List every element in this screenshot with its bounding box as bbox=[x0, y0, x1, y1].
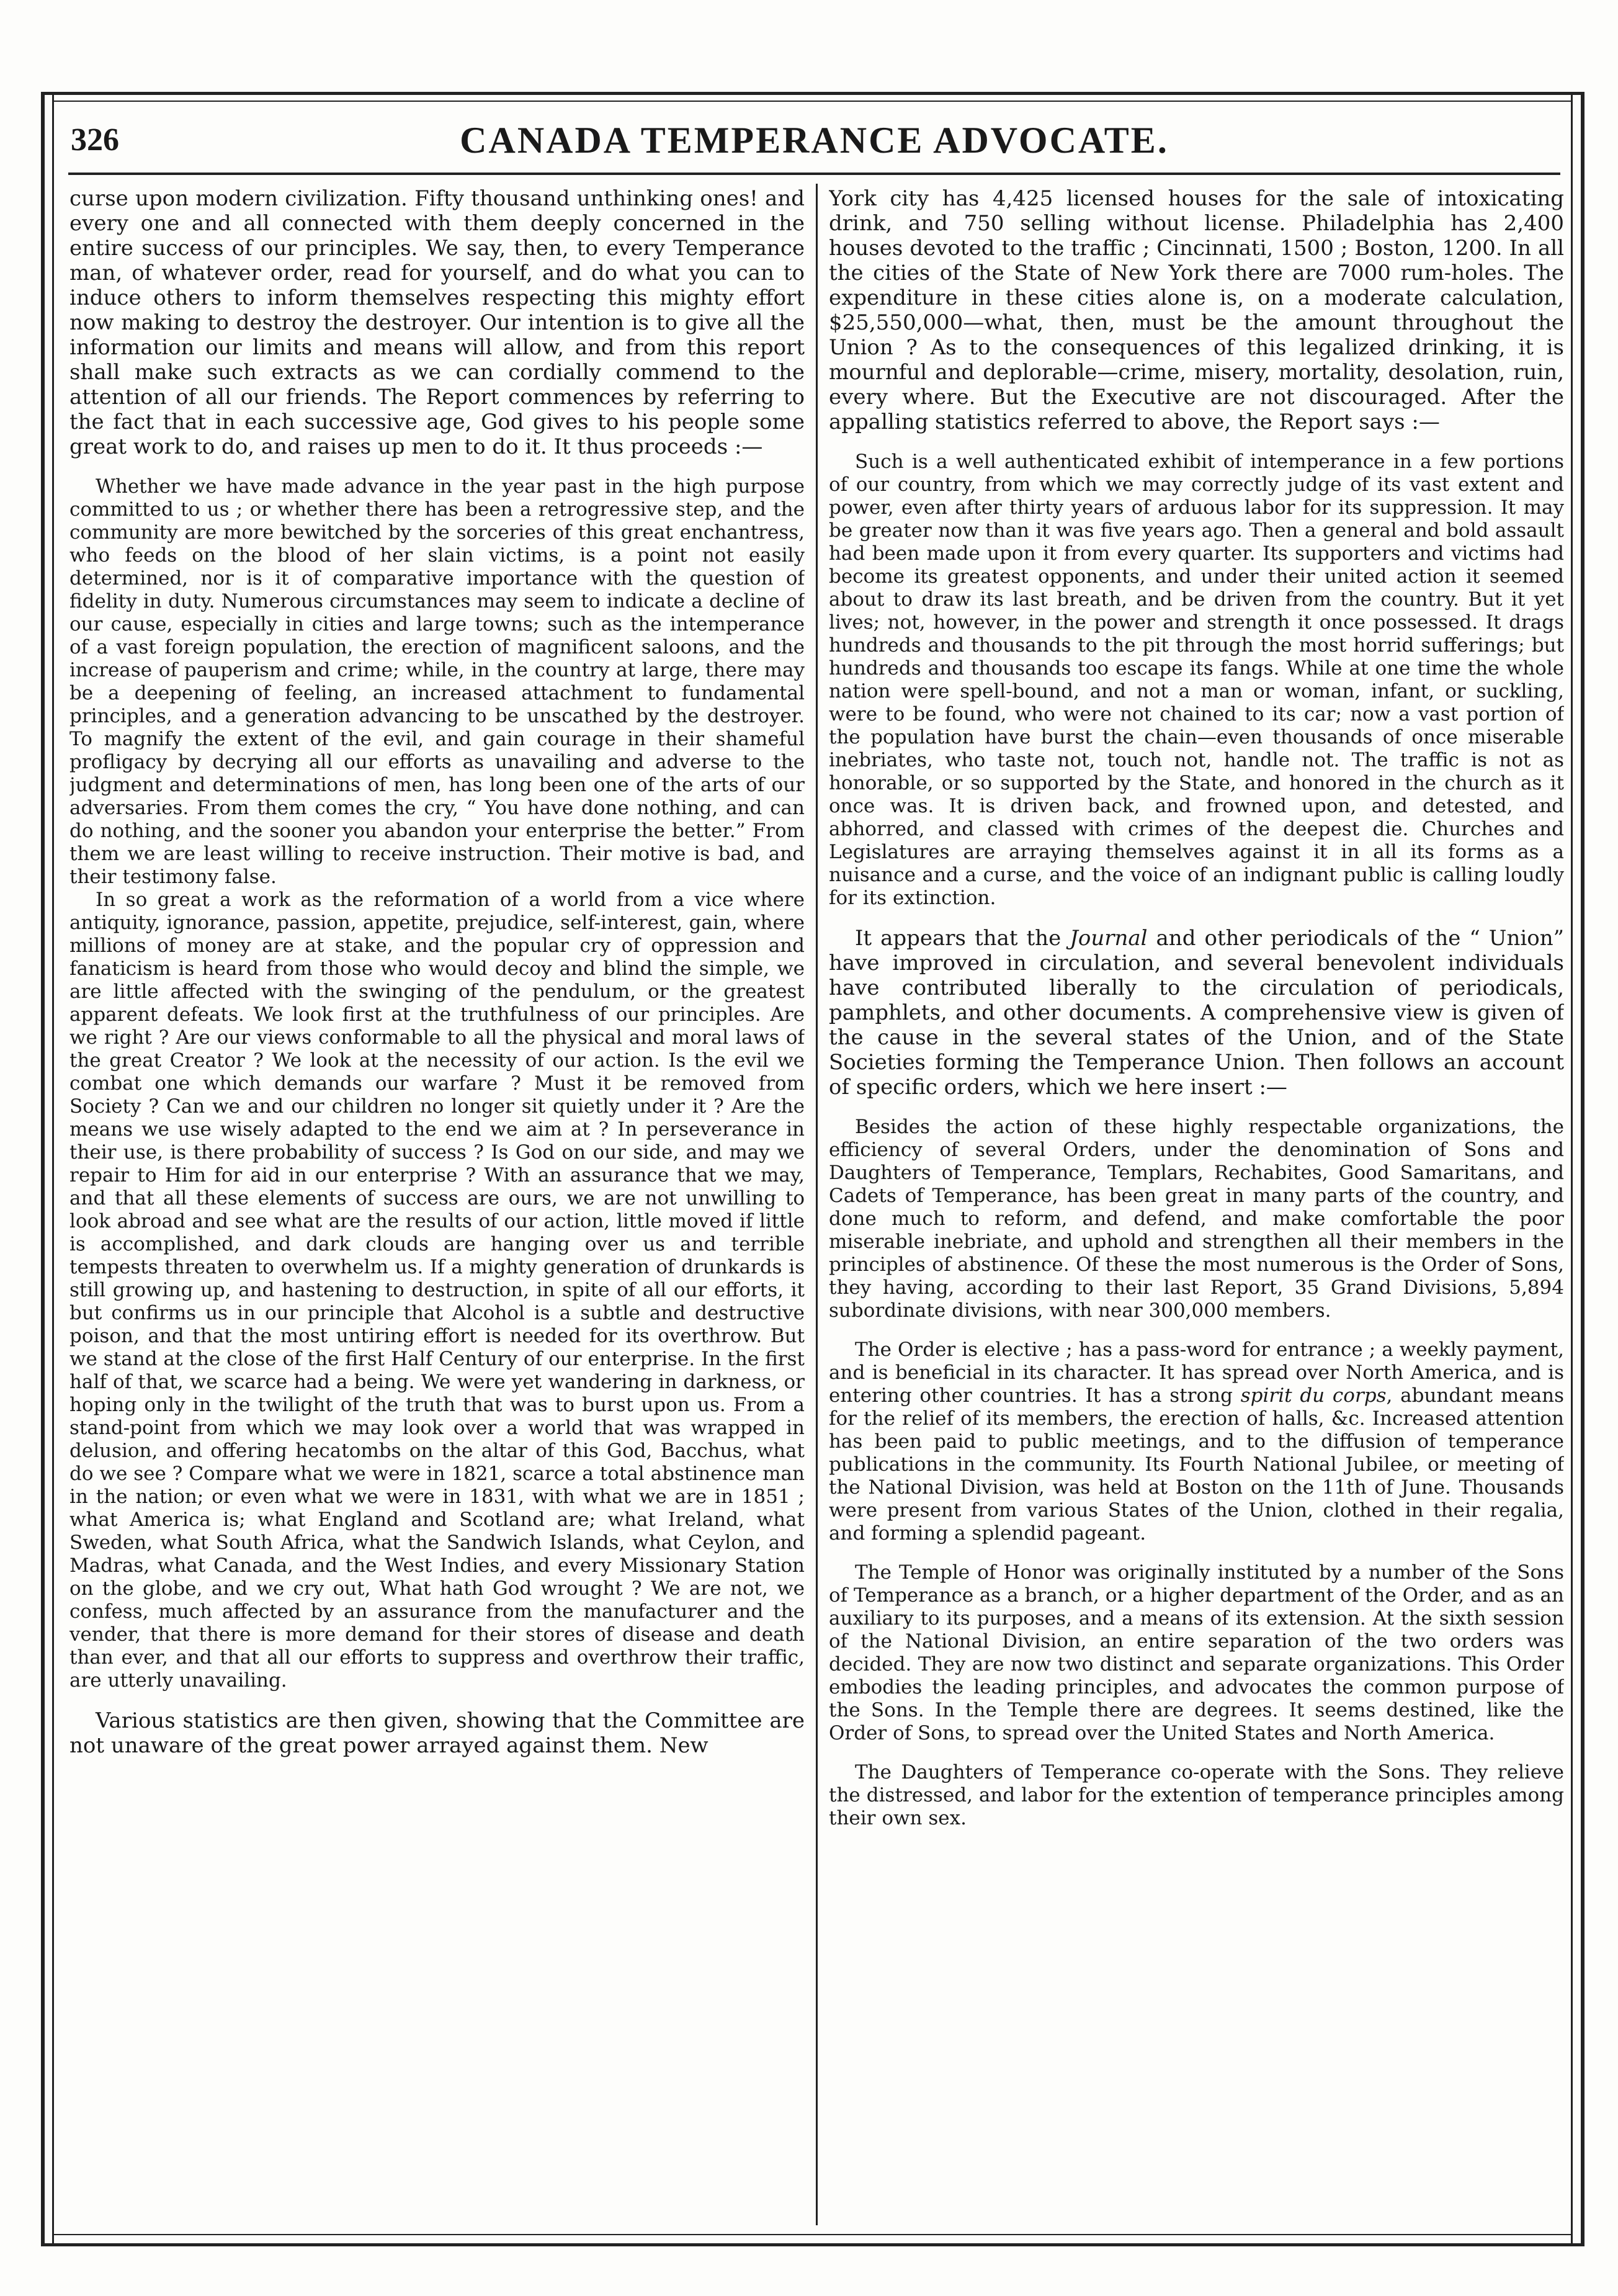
page-border-bottom bbox=[41, 2243, 1584, 2246]
page-border-top bbox=[41, 92, 1584, 95]
elective-text-after: , abundant means for the relief of its members, the erection of halls, &c. Increased attention has been paid to public meetings, and to the diffusion of temperance publications in the community. Its Fourth National Jubilee, or meeting of the National Division, was held at Boston on the 11th of June. Thousands were present from various States of the Union, clothed in their regalia, and forming a splendid pageant. bbox=[829, 1384, 1564, 1545]
page-border-top-inner bbox=[52, 101, 1573, 102]
right-extract-order-elective bbox=[829, 1339, 1564, 1545]
left-closing-paragraph: Various statistics are then given, showing that the Committee are not unaware of the great power arrayed against them. New bbox=[69, 1708, 805, 1758]
elective-text-before: The Order is elective ; has a pass-word for entrance ; a weekly payment, and is beneficial in its character. It has spread over North America, and is entering other countries. It has a strong bbox=[829, 1339, 1564, 1407]
page-border-bottom-inner bbox=[52, 2234, 1573, 2235]
page-border-right-inner bbox=[1571, 92, 1573, 2246]
header-rule bbox=[68, 173, 1560, 175]
right-body-paragraph-journal bbox=[829, 926, 1564, 1100]
journal-text-after: and other periodicals of the “ Union” have improved in circulation, and several benevolent individuals have contributed liberally to the circulation of periodicals, pamphlets, and other documents. A comprehensive view is given of the cause in the several states of the Union, and of the State Societies forming the Temperance Union. Then follows an account of specific orders, which we here insert :— bbox=[829, 926, 1564, 1100]
left-extract-paragraph-1: Whether we have made advance in the year past in the high purpose committed to us ; or whether there has been a retrogressive step, and the community are more bewitched by the sorceries of this great enchantress, who feeds on the blood of her slain victims, is a point not easily determined, nor is it of comparative importance with the question of fidelity in duty. Numerous circumstances may seem to indicate a decline of our cause, especially in cities and large towns; such as the intemperance of a vast foreign population, the erection of magnificent saloons, and the increase of pauperism and crime; while, in the country at large, there may be a deepening of feeling, an increased attachment to fundamental principles, and a generation advancing to be unscathed by the destroyer. To magnify the extent of the evil, and gain courage in their shameful profligacy by decrying all our efforts as unavailing and adverse to the judgment and determinations of men, has long been one of the arts of our adversaries. From them comes the cry, “ You have done nothing, and can do nothing, and the sooner you abandon your enterprise the better.” From them we are least willing to receive instruction. Their motive is bad, and their testimony false. bbox=[69, 475, 805, 888]
elective-italic: spirit du corps bbox=[1240, 1384, 1387, 1407]
journal-italic: Journal bbox=[1070, 926, 1148, 951]
journal-text-before: It appears that the bbox=[855, 926, 1070, 951]
page-header bbox=[68, 107, 1560, 169]
page-border-right bbox=[1581, 92, 1584, 2246]
right-extract-paragraph-1: Such is a well authenticated exhibit of intemperance in a few portions of our country, from which we may correctly judge of its vast extent and power, even after thirty years of arduous labor for its suppression. It may be greater now than it was five years ago. Then a general and bold assault had been made upon it from every quarter. Its supporters and victims had become its greatest opponents, and under their united action it seemed about to draw its last breath, and be driven from the country. But it yet lives; not, however, in the power and strength it once possessed. It drags hundreds and thousands to the pit through the most horrid sufferings; but hundreds and thousands too escape its fangs. While at one time the whole nation were spell-bound, and not a man or woman, infant, or suckling, were to be found, who were not chained to its car; now a vast portion of the population have burst the chain—even thousands of once miserable inebriates, who taste not, touch not, handle not. The traffic is not as honorable, or so supported by the State, and honored in the church as it once was. It is driven back, and frowned upon, and detested, and abhorred, and classed with crimes of the deepest die. Churches and Legislatures are arraying themselves against it in all its forms as a nuisance and a curse, and the voice of an indignant public is calling loudly for its extinction. bbox=[829, 451, 1564, 909]
left-column bbox=[69, 186, 805, 2228]
page-border-left-inner bbox=[52, 92, 54, 2246]
column-divider bbox=[816, 184, 818, 2225]
journal-title: CANADA TEMPERANCE ADVOCATE. bbox=[460, 120, 1169, 161]
right-extract-orders: Besides the action of these highly respectable organizations, the efficiency of several Orders, under the denomination of Sons and Daughters of Temperance, Templars, Rechabites, Good Samaritans, and Cadets of Temperance, has been great in many parts of the country, and done much to reform, and defend, and make comfortable the poor miserable inebriate, and uphold and strengthen all their members in the principles of abstinence. Of these the most numerous is the Order of Sons, they having, according to their last Report, 35 Grand Divisions, 5,894 subordinate divisions, with near 300,000 members. bbox=[829, 1116, 1564, 1322]
left-intro-paragraph: curse upon modern civilization. Fifty thousand unthinking ones! and every one and all connected with them deeply concerned in the entire success of our principles. We say, then, to every Temperance man, of whatever order, read for yourself, and do what you can to induce others to inform themselves respecting this mighty effort now making to destroy the destroyer. Our intention is to give all the information our limits and means will allow, and from this report shall make such extracts as we can cordially commend to the attention of all our friends. The Report commences by referring to the fact that in each successive age, God gives to his people some great work to do, and raises up men to do it. It thus proceeds :— bbox=[69, 186, 805, 459]
right-continued-paragraph: York city has 4,425 licensed houses for the sale of intoxicating drink, and 750 selling without license. Philadelphia has 2,400 houses devoted to the traffic ; Cincinnati, 1500 ; Boston, 1200. In all the cities of the State of New York there are 7000 rum-holes. The expenditure in these cities alone is, on a moderate calculation, $25,550,000—what, then, must be the amount throughout the Union ? As to the consequences of this legalized drinking, it is mournful and deplorable—crime, misery, mortality, desolation, ruin, every where. But the Executive are not discouraged. After the appalling statistics referred to above, the Report says :— bbox=[829, 186, 1564, 434]
right-extract-temple-of-honor: The Temple of Honor was originally instituted by a number of the Sons of Temperance as a branch, or a higher department of the Order, and as an auxiliary to its purposes, and a means of its extension. At the sixth session of the National Division, an entire separation of the two orders was decided. They are now two distinct and separate organizations. This Order embodies the leading principles, and advocates the common purpose of the Sons. In the Temple there are degrees. It seems destined, like the Order of Sons, to spread over the United States and North America. bbox=[829, 1561, 1564, 1744]
right-column bbox=[829, 186, 1564, 2228]
left-extract-paragraph-2: In so great a work as the reformation of a world from a vice where antiquity, ignorance, passion, appetite, prejudice, self-interest, gain, where millions of money are at stake, and the popular cry of oppression and fanaticism is heard from those who would decoy and blind the simple, we are little affected with the swinging of the pendulum, or the greatest apparent defeats. We look first at the truthfulness of our principles. Are we right ? Are our views conformable to all the physical and moral laws of the great Creator ? We look at the necessity of our action. Is the evil we combat one which demands our warfare ? Must it be removed from Society ? Can we and our children no longer sit quietly under it ? Are the means we use wisely adapted to the end we aim at ? In perseverance in their use, is there probability of success ? Is God on our side, and may we repair to Him for aid in our enterprise ? With an assurance that we may, and that all these elements of success are ours, we are not unwilling to look abroad and see what are the results of our action, little moved if little is accomplished, and dark clouds are hanging over us and terrible tempests threaten to overwhelm us. If a mighty generation of drunkards is still growing up, and hastening to destruction, in spite of all our efforts, it but confirms us in our principle that Alcohol is a subtle and destructive poison, and that the most untiring effort is needed for its overthrow. But we stand at the close of the first Half Century of our enterprise. In the first half of that, we scarce had a being. We were yet wandering in darkness, or hoping only in the twilight of the truth that was to burst upon us. From a stand-point from which we may look over a world that was wrapped in delusion, and offering hecatombs on the altar of this God, Bacchus, what do we see ? Compare what we were in 1821, scarce a total abstinence man in the nation; or even what we were in 1831, with what we are in 1851 ; what America is; what England and Scotland are; what Ireland, what Sweden, what South Africa, what the Sandwich Islands, what Ceylon, and Madras, what Canada, and the West Indies, and every Missionary Station on the globe, and we cry out, What hath God wrought ? We are not, we confess, much affected by an assurance from the manufacturer and the vender, that there is more demand for their stores of disease and death than ever, and that all our efforts to suppress and overthrow their traffic, are utterly unavailing. bbox=[69, 889, 805, 1692]
right-extract-daughters: The Daughters of Temperance co-operate with the Sons. They relieve the distressed, and labor for the extention of temperance principles among their own sex. bbox=[829, 1761, 1564, 1829]
page-border-left bbox=[41, 92, 45, 2246]
page-number: 326 bbox=[71, 122, 119, 158]
